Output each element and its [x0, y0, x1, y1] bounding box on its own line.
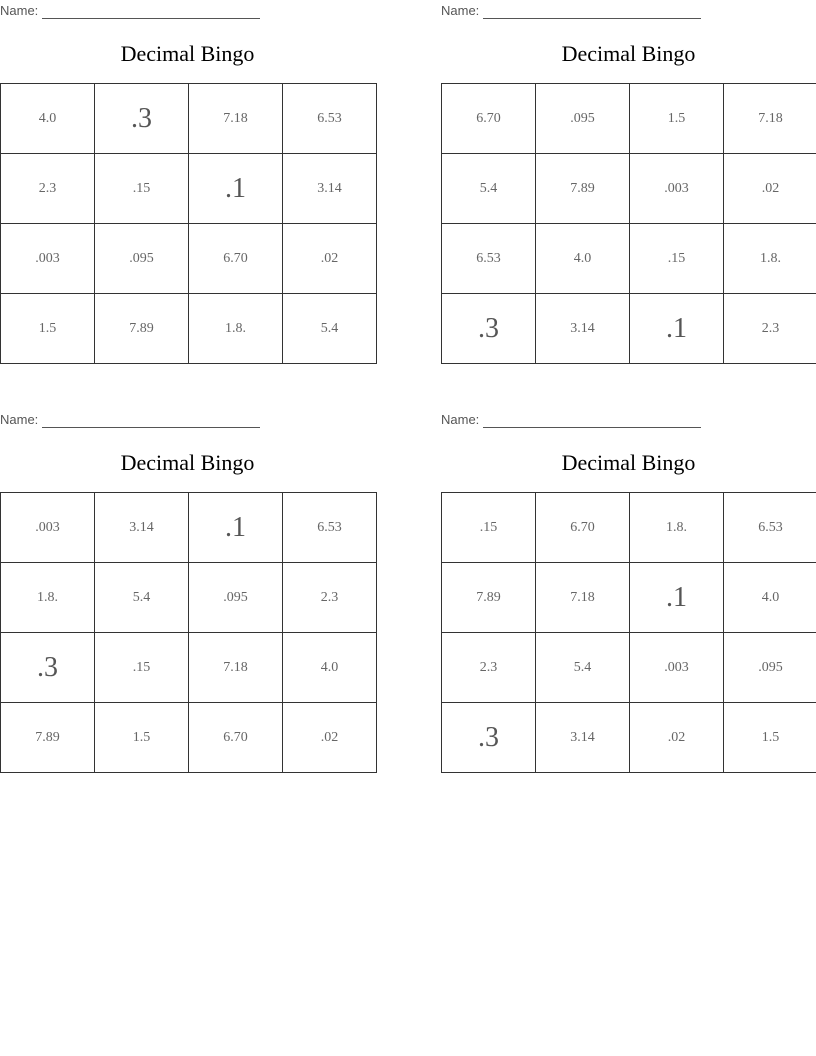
- bingo-cell: 3.14: [95, 493, 189, 563]
- bingo-row: [1, 154, 377, 224]
- bingo-grid: [0, 83, 377, 364]
- bingo-cell: 6.53: [724, 493, 816, 563]
- name-field-row: [441, 412, 701, 428]
- bingo-row: [1, 563, 377, 633]
- bingo-cell: .003: [630, 633, 724, 703]
- bingo-cell: 6.70: [189, 224, 283, 294]
- bingo-cell: .02: [630, 703, 724, 773]
- bingo-cell: 2.3: [724, 294, 816, 364]
- bingo-row: [442, 154, 816, 224]
- bingo-cell: 1.5: [1, 294, 95, 364]
- bingo-grid: [0, 492, 377, 773]
- bingo-cell: 1.5: [95, 703, 189, 773]
- bingo-cell: .3: [442, 703, 536, 773]
- bingo-cell: 7.89: [1, 703, 95, 773]
- bingo-cell: .095: [95, 224, 189, 294]
- bingo-row: [1, 633, 377, 703]
- bingo-cell: 1.8.: [724, 224, 816, 294]
- name-label: Name:: [441, 3, 480, 18]
- name-field-row: [0, 3, 260, 19]
- bingo-cell: .02: [283, 224, 377, 294]
- bingo-cell: .1: [630, 563, 724, 633]
- card-title: Decimal Bingo: [120, 41, 255, 66]
- bingo-cell: .095: [189, 563, 283, 633]
- bingo-cell: .3: [442, 294, 536, 364]
- bingo-cell: 3.14: [536, 294, 630, 364]
- bingo-cell: 7.18: [189, 84, 283, 154]
- bingo-cell: 7.89: [442, 563, 536, 633]
- bingo-cell: 3.14: [536, 703, 630, 773]
- bingo-cell: 6.70: [536, 493, 630, 563]
- bingo-cell: 6.70: [442, 84, 536, 154]
- bingo-row: [1, 703, 377, 773]
- bingo-cell: .003: [630, 154, 724, 224]
- bingo-cell: .15: [442, 493, 536, 563]
- bingo-cell: .1: [189, 493, 283, 563]
- bingo-row: [1, 224, 377, 294]
- bingo-cell: .15: [95, 154, 189, 224]
- name-field-row: [0, 412, 260, 428]
- name-label: Name:: [441, 412, 480, 427]
- bingo-cell: 6.70: [189, 703, 283, 773]
- bingo-grid: [441, 83, 816, 364]
- bingo-cell: 7.89: [536, 154, 630, 224]
- bingo-cell: .02: [283, 703, 377, 773]
- bingo-row: [1, 493, 377, 563]
- bingo-cell: .3: [95, 84, 189, 154]
- bingo-cell: 4.0: [283, 633, 377, 703]
- name-blank-line[interactable]: [42, 413, 260, 428]
- name-label: Name:: [0, 3, 39, 18]
- name-field-row: [441, 3, 701, 19]
- bingo-cell: 1.5: [630, 84, 724, 154]
- bingo-cell: 1.8.: [630, 493, 724, 563]
- card-title: Decimal Bingo: [561, 41, 696, 66]
- bingo-cell: .15: [630, 224, 724, 294]
- bingo-row: [1, 84, 377, 154]
- bingo-cell: 6.53: [283, 84, 377, 154]
- bingo-cell: 4.0: [536, 224, 630, 294]
- bingo-cell: 7.18: [189, 633, 283, 703]
- bingo-cell: .003: [1, 224, 95, 294]
- bingo-cell: 4.0: [724, 563, 816, 633]
- name-label: Name:: [0, 412, 39, 427]
- bingo-cell: 1.8.: [1, 563, 95, 633]
- bingo-cell: 7.89: [95, 294, 189, 364]
- bingo-cell: 2.3: [283, 563, 377, 633]
- bingo-cell: .1: [630, 294, 724, 364]
- bingo-cell: 5.4: [283, 294, 377, 364]
- bingo-cell: .1: [189, 154, 283, 224]
- bingo-cell: .003: [1, 493, 95, 563]
- bingo-cell: 6.53: [283, 493, 377, 563]
- bingo-cell: 2.3: [1, 154, 95, 224]
- bingo-cell: 5.4: [442, 154, 536, 224]
- bingo-row: [442, 633, 816, 703]
- name-blank-line[interactable]: [483, 4, 701, 19]
- bingo-row: [442, 703, 816, 773]
- bingo-cell: 6.53: [442, 224, 536, 294]
- bingo-row: [442, 224, 816, 294]
- card-title: Decimal Bingo: [561, 450, 696, 475]
- bingo-cell: 4.0: [1, 84, 95, 154]
- bingo-row: [442, 84, 816, 154]
- card-title: Decimal Bingo: [120, 450, 255, 475]
- bingo-cell: .3: [1, 633, 95, 703]
- bingo-cell: 7.18: [724, 84, 816, 154]
- bingo-grid: [441, 492, 816, 773]
- bingo-cell: 5.4: [536, 633, 630, 703]
- bingo-row: [442, 563, 816, 633]
- bingo-cell: 1.5: [724, 703, 816, 773]
- bingo-cell: .02: [724, 154, 816, 224]
- bingo-cell: .15: [95, 633, 189, 703]
- name-blank-line[interactable]: [483, 413, 701, 428]
- bingo-row: [442, 294, 816, 364]
- bingo-cell: 2.3: [442, 633, 536, 703]
- bingo-cell: .095: [536, 84, 630, 154]
- bingo-row: [1, 294, 377, 364]
- bingo-cell: 7.18: [536, 563, 630, 633]
- bingo-cell: 1.8.: [189, 294, 283, 364]
- bingo-cell: 5.4: [95, 563, 189, 633]
- bingo-cell: .095: [724, 633, 816, 703]
- name-blank-line[interactable]: [42, 4, 260, 19]
- bingo-cell: 3.14: [283, 154, 377, 224]
- bingo-row: [442, 493, 816, 563]
